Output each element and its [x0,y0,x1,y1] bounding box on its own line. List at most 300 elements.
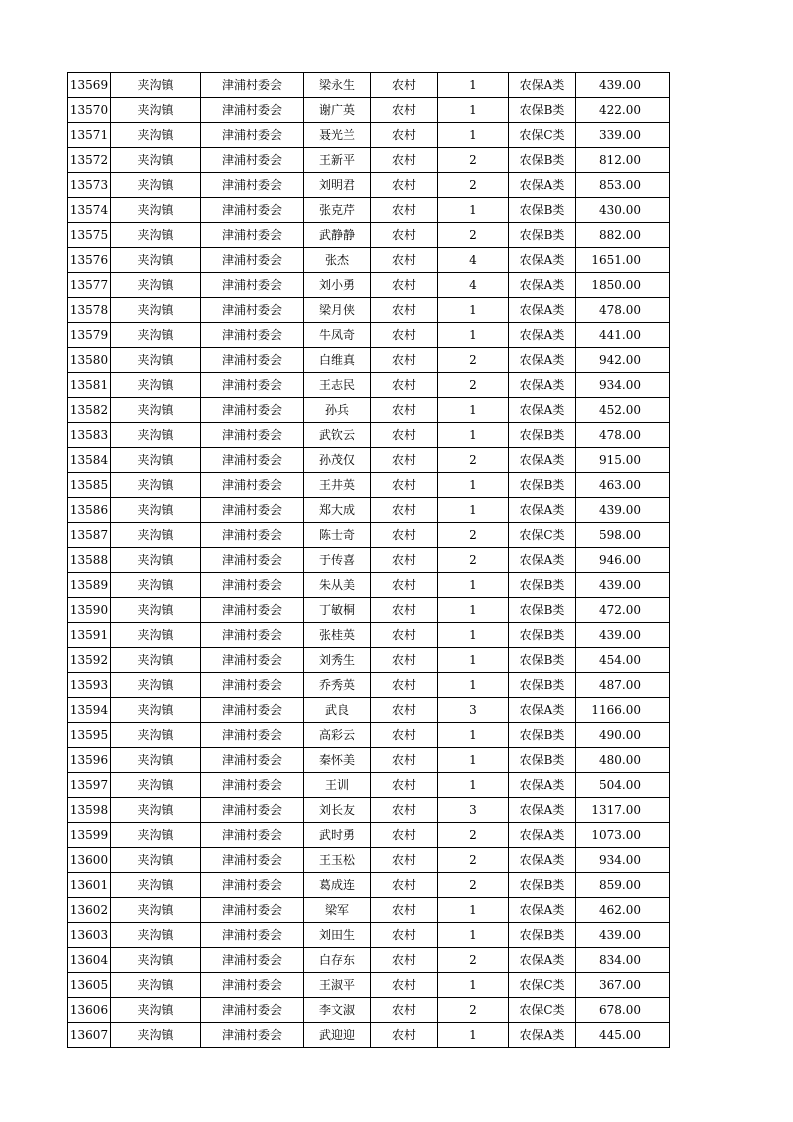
name-cell: 梁月侠 [304,298,371,323]
household-type-cell: 农村 [371,498,438,523]
person-count-cell: 2 [438,523,509,548]
household-type-cell: 农村 [371,548,438,573]
household-type-cell: 农村 [371,423,438,448]
village-cell: 津浦村委会 [201,948,304,973]
town-cell: 夹沟镇 [111,298,201,323]
name-cell: 乔秀英 [304,673,371,698]
table-row [68,73,670,98]
village-cell: 津浦村委会 [201,848,304,873]
household-type-cell: 农村 [371,598,438,623]
table-row [68,448,670,473]
record-id-cell: 13575 [68,223,111,248]
table-row [68,573,670,598]
name-cell: 聂光兰 [304,123,371,148]
town-cell: 夹沟镇 [111,623,201,648]
amount-cell: 1317.00 [576,798,670,823]
household-type-cell: 农村 [371,298,438,323]
record-id-cell: 13600 [68,848,111,873]
town-cell: 夹沟镇 [111,548,201,573]
town-cell: 夹沟镇 [111,1023,201,1048]
record-id-cell: 13599 [68,823,111,848]
insurance-category-cell: 农保A类 [509,323,576,348]
table-body [68,73,670,1048]
person-count-cell: 1 [438,673,509,698]
village-cell: 津浦村委会 [201,673,304,698]
household-type-cell: 农村 [371,448,438,473]
table-row [68,123,670,148]
name-cell: 刘明君 [304,173,371,198]
insurance-category-cell: 农保A类 [509,298,576,323]
insurance-category-cell: 农保A类 [509,373,576,398]
insurance-category-cell: 农保B类 [509,148,576,173]
table-row [68,248,670,273]
record-id-cell: 13593 [68,673,111,698]
table-row [68,348,670,373]
village-cell: 津浦村委会 [201,873,304,898]
name-cell: 张克芹 [304,198,371,223]
amount-cell: 1073.00 [576,823,670,848]
table-row [68,948,670,973]
record-id-cell: 13569 [68,73,111,98]
town-cell: 夹沟镇 [111,923,201,948]
insurance-category-cell: 农保C类 [509,123,576,148]
person-count-cell: 2 [438,348,509,373]
household-type-cell: 农村 [371,623,438,648]
amount-cell: 439.00 [576,498,670,523]
town-cell: 夹沟镇 [111,573,201,598]
record-id-cell: 13588 [68,548,111,573]
town-cell: 夹沟镇 [111,98,201,123]
village-cell: 津浦村委会 [201,798,304,823]
table-row [68,698,670,723]
table-row [68,398,670,423]
amount-cell: 480.00 [576,748,670,773]
town-cell: 夹沟镇 [111,148,201,173]
person-count-cell: 1 [438,398,509,423]
person-count-cell: 1 [438,98,509,123]
name-cell: 武时勇 [304,823,371,848]
insurance-category-cell: 农保A类 [509,498,576,523]
insurance-category-cell: 农保A类 [509,273,576,298]
village-cell: 津浦村委会 [201,223,304,248]
name-cell: 张桂英 [304,623,371,648]
person-count-cell: 1 [438,598,509,623]
insurance-category-cell: 农保A类 [509,898,576,923]
table-row [68,173,670,198]
insurance-category-cell: 农保B类 [509,923,576,948]
household-type-cell: 农村 [371,198,438,223]
household-type-cell: 农村 [371,248,438,273]
village-cell: 津浦村委会 [201,748,304,773]
person-count-cell: 1 [438,198,509,223]
person-count-cell: 1 [438,773,509,798]
person-count-cell: 2 [438,848,509,873]
person-count-cell: 1 [438,748,509,773]
amount-cell: 834.00 [576,948,670,973]
village-cell: 津浦村委会 [201,323,304,348]
household-type-cell: 农村 [371,373,438,398]
village-cell: 津浦村委会 [201,73,304,98]
record-id-cell: 13607 [68,1023,111,1048]
table-row [68,273,670,298]
record-id-cell: 13594 [68,698,111,723]
record-id-cell: 13578 [68,298,111,323]
amount-cell: 934.00 [576,848,670,873]
record-id-cell: 13589 [68,573,111,598]
table-row [68,423,670,448]
person-count-cell: 1 [438,723,509,748]
table-row [68,598,670,623]
village-cell: 津浦村委会 [201,898,304,923]
name-cell: 王玉松 [304,848,371,873]
household-type-cell: 农村 [371,998,438,1023]
town-cell: 夹沟镇 [111,73,201,98]
amount-cell: 422.00 [576,98,670,123]
record-id-cell: 13606 [68,998,111,1023]
name-cell: 王新平 [304,148,371,173]
amount-cell: 439.00 [576,623,670,648]
person-count-cell: 2 [438,173,509,198]
village-cell: 津浦村委会 [201,198,304,223]
table-row [68,98,670,123]
town-cell: 夹沟镇 [111,423,201,448]
village-cell: 津浦村委会 [201,648,304,673]
table-row [68,373,670,398]
village-cell: 津浦村委会 [201,498,304,523]
amount-cell: 946.00 [576,548,670,573]
name-cell: 高彩云 [304,723,371,748]
village-cell: 津浦村委会 [201,298,304,323]
amount-cell: 452.00 [576,398,670,423]
town-cell: 夹沟镇 [111,698,201,723]
record-id-cell: 13605 [68,973,111,998]
name-cell: 孙茂仅 [304,448,371,473]
name-cell: 刘田生 [304,923,371,948]
amount-cell: 463.00 [576,473,670,498]
amount-cell: 1651.00 [576,248,670,273]
record-id-cell: 13570 [68,98,111,123]
person-count-cell: 2 [438,873,509,898]
insurance-category-cell: 农保B类 [509,873,576,898]
table-row [68,1023,670,1048]
record-id-cell: 13582 [68,398,111,423]
name-cell: 于传喜 [304,548,371,573]
household-type-cell: 农村 [371,748,438,773]
table-row [68,323,670,348]
table-row [68,623,670,648]
record-id-cell: 13601 [68,873,111,898]
table-row [68,973,670,998]
insurance-category-cell: 农保A类 [509,398,576,423]
person-count-cell: 2 [438,373,509,398]
village-cell: 津浦村委会 [201,348,304,373]
record-id-cell: 13577 [68,273,111,298]
record-id-cell: 13602 [68,898,111,923]
record-id-cell: 13580 [68,348,111,373]
amount-cell: 598.00 [576,523,670,548]
village-cell: 津浦村委会 [201,398,304,423]
table-row [68,198,670,223]
insurance-category-cell: 农保B类 [509,98,576,123]
person-count-cell: 1 [438,1023,509,1048]
household-type-cell: 农村 [371,848,438,873]
amount-cell: 454.00 [576,648,670,673]
village-cell: 津浦村委会 [201,148,304,173]
record-id-cell: 13572 [68,148,111,173]
insurance-category-cell: 农保B类 [509,748,576,773]
town-cell: 夹沟镇 [111,448,201,473]
amount-cell: 478.00 [576,423,670,448]
town-cell: 夹沟镇 [111,973,201,998]
insurance-category-cell: 农保A类 [509,248,576,273]
person-count-cell: 1 [438,923,509,948]
table-row [68,923,670,948]
amount-cell: 853.00 [576,173,670,198]
record-id-cell: 13604 [68,948,111,973]
insurance-category-cell: 农保B类 [509,223,576,248]
amount-cell: 439.00 [576,923,670,948]
amount-cell: 882.00 [576,223,670,248]
household-type-cell: 农村 [371,773,438,798]
insurance-category-cell: 农保B类 [509,648,576,673]
table-row [68,648,670,673]
village-cell: 津浦村委会 [201,1023,304,1048]
household-type-cell: 农村 [371,273,438,298]
town-cell: 夹沟镇 [111,898,201,923]
person-count-cell: 2 [438,148,509,173]
person-count-cell: 1 [438,973,509,998]
household-type-cell: 农村 [371,473,438,498]
insurance-category-cell: 农保A类 [509,698,576,723]
amount-cell: 1850.00 [576,273,670,298]
table-row [68,498,670,523]
town-cell: 夹沟镇 [111,223,201,248]
town-cell: 夹沟镇 [111,373,201,398]
town-cell: 夹沟镇 [111,273,201,298]
village-cell: 津浦村委会 [201,923,304,948]
name-cell: 王淑平 [304,973,371,998]
person-count-cell: 1 [438,898,509,923]
household-type-cell: 农村 [371,698,438,723]
person-count-cell: 1 [438,73,509,98]
record-id-cell: 13573 [68,173,111,198]
table-row [68,723,670,748]
record-id-cell: 13596 [68,748,111,773]
table-row [68,798,670,823]
insurance-category-cell: 农保C类 [509,998,576,1023]
amount-cell: 487.00 [576,673,670,698]
town-cell: 夹沟镇 [111,248,201,273]
town-cell: 夹沟镇 [111,323,201,348]
town-cell: 夹沟镇 [111,173,201,198]
table-row [68,873,670,898]
name-cell: 刘小勇 [304,273,371,298]
table-row [68,473,670,498]
household-type-cell: 农村 [371,898,438,923]
amount-cell: 439.00 [576,573,670,598]
name-cell: 白维真 [304,348,371,373]
insurance-category-cell: 农保A类 [509,848,576,873]
table-row [68,823,670,848]
village-cell: 津浦村委会 [201,698,304,723]
person-count-cell: 2 [438,823,509,848]
record-id-cell: 13598 [68,798,111,823]
amount-cell: 942.00 [576,348,670,373]
town-cell: 夹沟镇 [111,773,201,798]
town-cell: 夹沟镇 [111,198,201,223]
amount-cell: 934.00 [576,373,670,398]
household-type-cell: 农村 [371,398,438,423]
person-count-cell: 1 [438,498,509,523]
village-cell: 津浦村委会 [201,623,304,648]
person-count-cell: 3 [438,798,509,823]
town-cell: 夹沟镇 [111,748,201,773]
table-row [68,773,670,798]
household-type-cell: 农村 [371,923,438,948]
village-cell: 津浦村委会 [201,123,304,148]
person-count-cell: 4 [438,273,509,298]
insurance-category-cell: 农保A类 [509,773,576,798]
person-count-cell: 2 [438,223,509,248]
amount-cell: 430.00 [576,198,670,223]
table-row [68,673,670,698]
town-cell: 夹沟镇 [111,798,201,823]
town-cell: 夹沟镇 [111,848,201,873]
village-cell: 津浦村委会 [201,373,304,398]
amount-cell: 472.00 [576,598,670,623]
insurance-category-cell: 农保B类 [509,623,576,648]
insurance-category-cell: 农保B类 [509,573,576,598]
household-type-cell: 农村 [371,523,438,548]
person-count-cell: 2 [438,548,509,573]
name-cell: 牛凤奇 [304,323,371,348]
amount-cell: 812.00 [576,148,670,173]
town-cell: 夹沟镇 [111,673,201,698]
record-id-cell: 13591 [68,623,111,648]
amount-cell: 439.00 [576,73,670,98]
person-count-cell: 1 [438,298,509,323]
table-row [68,523,670,548]
person-count-cell: 3 [438,698,509,723]
town-cell: 夹沟镇 [111,948,201,973]
household-type-cell: 农村 [371,173,438,198]
town-cell: 夹沟镇 [111,348,201,373]
name-cell: 秦怀美 [304,748,371,773]
person-count-cell: 2 [438,448,509,473]
record-id-cell: 13597 [68,773,111,798]
household-type-cell: 农村 [371,948,438,973]
household-type-cell: 农村 [371,873,438,898]
amount-cell: 367.00 [576,973,670,998]
household-type-cell: 农村 [371,823,438,848]
household-type-cell: 农村 [371,348,438,373]
insurance-category-cell: 农保A类 [509,548,576,573]
household-type-cell: 农村 [371,73,438,98]
insurance-category-cell: 农保B类 [509,423,576,448]
record-id-cell: 13576 [68,248,111,273]
household-type-cell: 农村 [371,648,438,673]
household-type-cell: 农村 [371,123,438,148]
table-row [68,298,670,323]
person-count-cell: 1 [438,648,509,673]
amount-cell: 441.00 [576,323,670,348]
village-cell: 津浦村委会 [201,598,304,623]
name-cell: 王志民 [304,373,371,398]
table-row [68,148,670,173]
insurance-category-cell: 农保B类 [509,598,576,623]
household-type-cell: 农村 [371,573,438,598]
record-id-cell: 13586 [68,498,111,523]
record-id-cell: 13587 [68,523,111,548]
insurance-category-cell: 农保A类 [509,948,576,973]
person-count-cell: 4 [438,248,509,273]
amount-cell: 678.00 [576,998,670,1023]
name-cell: 张杰 [304,248,371,273]
amount-cell: 490.00 [576,723,670,748]
record-id-cell: 13581 [68,373,111,398]
name-cell: 刘秀生 [304,648,371,673]
village-cell: 津浦村委会 [201,723,304,748]
record-id-cell: 13583 [68,423,111,448]
name-cell: 葛成连 [304,873,371,898]
town-cell: 夹沟镇 [111,598,201,623]
village-cell: 津浦村委会 [201,773,304,798]
town-cell: 夹沟镇 [111,723,201,748]
town-cell: 夹沟镇 [111,823,201,848]
name-cell: 刘长友 [304,798,371,823]
household-type-cell: 农村 [371,1023,438,1048]
name-cell: 孙兵 [304,398,371,423]
person-count-cell: 1 [438,473,509,498]
record-id-cell: 13590 [68,598,111,623]
table-row [68,748,670,773]
amount-cell: 478.00 [576,298,670,323]
name-cell: 武静静 [304,223,371,248]
household-type-cell: 农村 [371,973,438,998]
amount-cell: 504.00 [576,773,670,798]
person-count-cell: 2 [438,948,509,973]
record-id-cell: 13584 [68,448,111,473]
village-cell: 津浦村委会 [201,548,304,573]
village-cell: 津浦村委会 [201,973,304,998]
amount-cell: 1166.00 [576,698,670,723]
village-cell: 津浦村委会 [201,823,304,848]
table-row [68,223,670,248]
name-cell: 王训 [304,773,371,798]
table-row [68,998,670,1023]
amount-cell: 915.00 [576,448,670,473]
village-cell: 津浦村委会 [201,173,304,198]
household-type-cell: 农村 [371,723,438,748]
name-cell: 朱从美 [304,573,371,598]
name-cell: 梁永生 [304,73,371,98]
village-cell: 津浦村委会 [201,248,304,273]
amount-cell: 859.00 [576,873,670,898]
person-count-cell: 1 [438,573,509,598]
name-cell: 李文淑 [304,998,371,1023]
name-cell: 谢广英 [304,98,371,123]
household-type-cell: 农村 [371,798,438,823]
insurance-category-cell: 农保B类 [509,673,576,698]
household-type-cell: 农村 [371,98,438,123]
name-cell: 武迎迎 [304,1023,371,1048]
record-id-cell: 13592 [68,648,111,673]
name-cell: 白存东 [304,948,371,973]
insurance-category-cell: 农保A类 [509,448,576,473]
household-type-cell: 农村 [371,148,438,173]
name-cell: 梁军 [304,898,371,923]
village-cell: 津浦村委会 [201,473,304,498]
